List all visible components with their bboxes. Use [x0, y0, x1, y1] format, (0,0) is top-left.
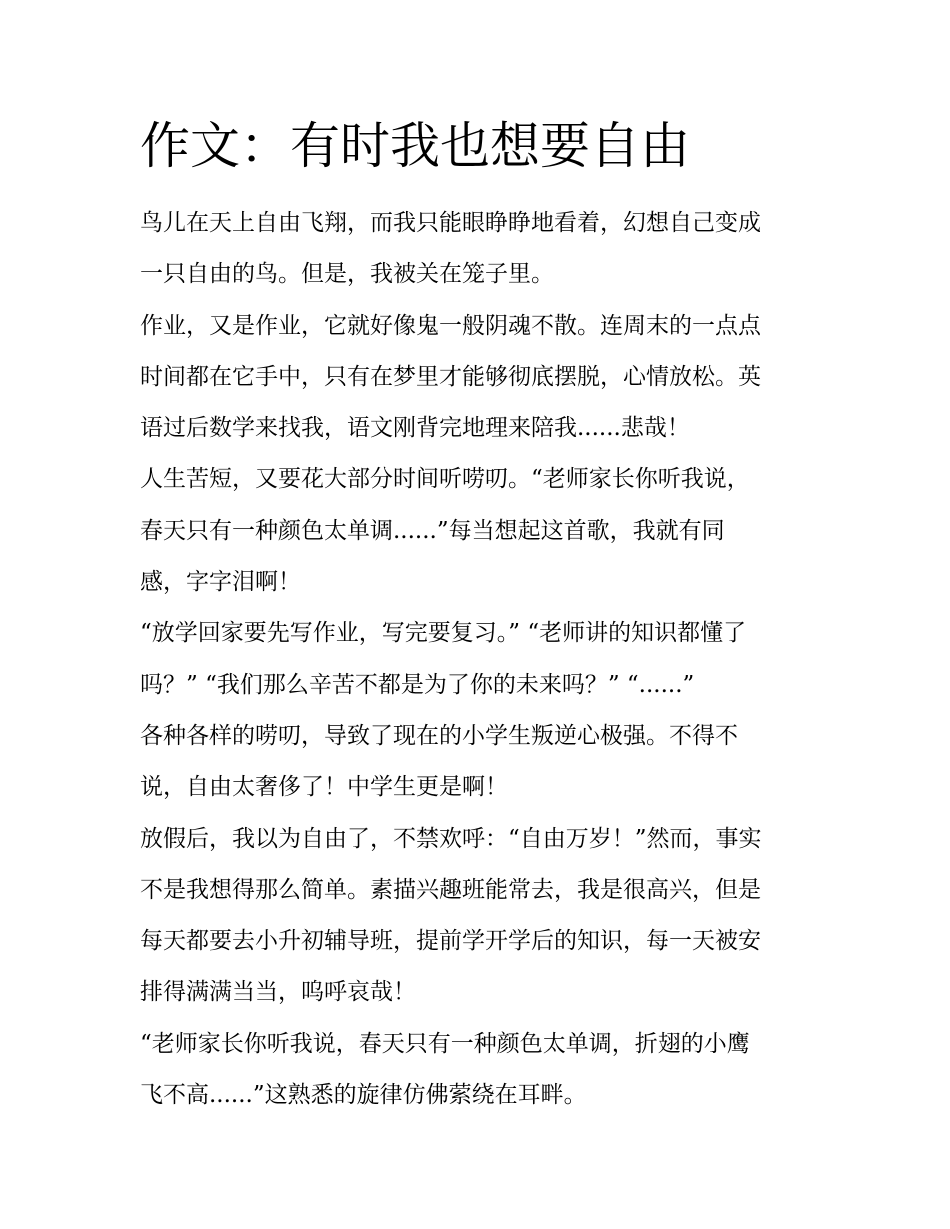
paragraph-line: 飞不高......”这熟悉的旋律仿佛萦绕在耳畔。 [140, 1082, 587, 1109]
paragraph-line: 说，自由太奢侈了！中学生更是啊！ [140, 774, 508, 801]
paragraph-line: 春天只有一种颜色太单调......”每当想起这首歌，我就有同 [140, 517, 725, 544]
paragraph-line: 感，字字泪啊！ [140, 569, 301, 596]
paragraph-line: 不是我想得那么简单。素描兴趣班能常去，我是很高兴，但是 [140, 876, 761, 903]
paragraph-line: 作业，又是作业，它就好像鬼一般阴魂不散。连周末的一点点 [140, 312, 761, 339]
paragraph-line: 放假后，我以为自由了，不禁欢呼：“自由万岁！”然而，事实 [140, 825, 762, 852]
paragraph-4 [140, 608, 816, 711]
paragraph-line: 人生苦短，又要花大部分时间听唠叨。“老师家长你听我说， [140, 466, 750, 493]
document-title: 作文：有时我也想要自由 [140, 117, 690, 175]
paragraph-line: 吗？” “我们那么辛苦不都是为了你的未来吗？” “......” [140, 671, 695, 698]
paragraph-5 [140, 711, 816, 814]
paragraph-line: 每天都要去小升初辅导班，提前学开学后的知识，每一天被安 [140, 928, 761, 955]
paragraph-6 [140, 814, 816, 1019]
paragraph-line: “放学回家要先写作业，写完要复习。” “老师讲的知识都懂了 [140, 620, 747, 647]
paragraph-7 [140, 1019, 816, 1122]
paragraph-line: “老师家长你听我说，春天只有一种颜色太单调，折翅的小鹰 [140, 1030, 750, 1057]
document-body [140, 198, 816, 1121]
paragraph-line: 排得满满当当，呜呼哀哉！ [140, 979, 416, 1006]
paragraph-line: 语过后数学来找我，语文刚背完地理来陪我......悲哉！ [140, 415, 690, 442]
paragraph-2 [140, 301, 816, 455]
paragraph-line: 时间都在它手中，只有在梦里才能够彻底摆脱，心情放松。英 [140, 363, 761, 390]
paragraph-line: 各种各样的唠叨，导致了现在的小学生叛逆心极强。不得不 [140, 722, 738, 749]
paragraph-1 [140, 198, 816, 301]
paragraph-line: 鸟儿在天上自由飞翔，而我只能眼睁睁地看着，幻想自己变成 [140, 210, 761, 236]
paragraph-3 [140, 454, 816, 608]
paragraph-line: 一只自由的鸟。但是，我被关在笼子里。 [140, 261, 554, 288]
